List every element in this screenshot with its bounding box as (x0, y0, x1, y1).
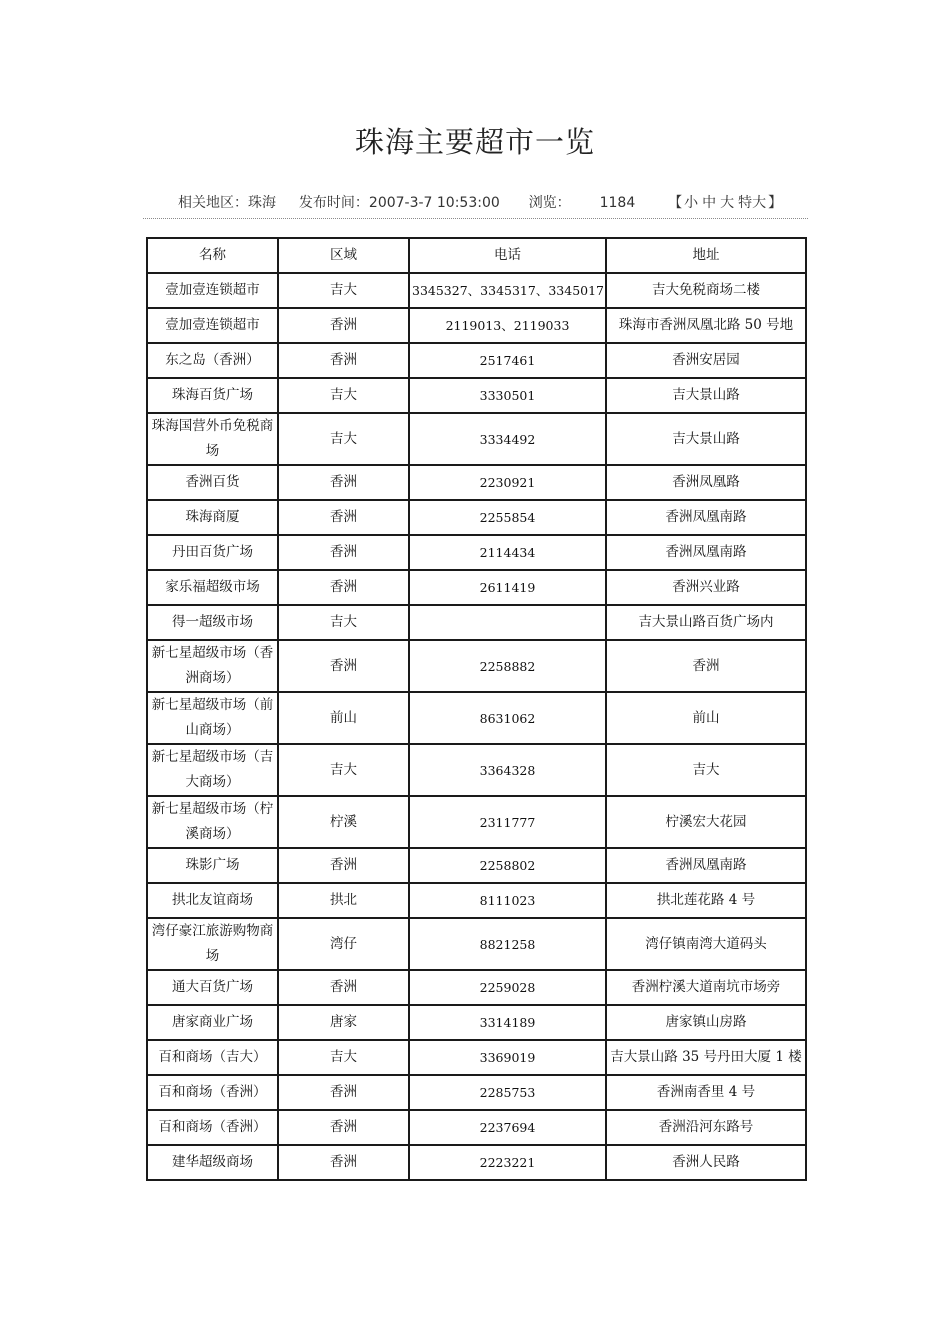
area-cell: 香洲 (278, 465, 409, 500)
font-size-bracket-close: 】 (768, 195, 783, 211)
area-cell: 香洲 (278, 343, 409, 378)
area-cell: 香洲 (278, 1075, 409, 1110)
page-title: 珠海主要超市一览 (354, 125, 595, 159)
address-cell: 香洲南香里 4 号 (606, 1075, 806, 1110)
table-body (147, 273, 806, 1180)
area-cell: 唐家 (278, 1005, 409, 1040)
table-row (147, 378, 806, 413)
store-name-cell: 新七星超级市场（柠溪商场） (147, 796, 278, 848)
font-size-bracket-open: 【 (668, 195, 683, 211)
store-name-cell: 通大百货广场 (147, 970, 278, 1005)
phone-cell: 8821258 (409, 918, 606, 970)
address-cell: 香洲 (606, 640, 806, 692)
phone-cell: 2258802 (409, 848, 606, 883)
phone-cell: 8631062 (409, 692, 606, 744)
table-row (147, 918, 806, 970)
phone-cell: 2611419 (409, 570, 606, 605)
store-name-cell: 珠海国营外币免税商场 (147, 413, 278, 465)
address-cell: 吉大景山路百货广场内 (606, 605, 806, 640)
phone-cell: 2258882 (409, 640, 606, 692)
table-row (147, 1005, 806, 1040)
store-name-cell: 得一超级市场 (147, 605, 278, 640)
store-name-cell: 湾仔豪江旅游购物商场 (147, 918, 278, 970)
address-cell: 香洲凤凰南路 (606, 500, 806, 535)
address-cell: 香洲凤凰南路 (606, 535, 806, 570)
address-cell: 吉大景山路 35 号丹田大厦 1 楼 (606, 1040, 806, 1075)
area-cell: 香洲 (278, 1110, 409, 1145)
font-size-large-link[interactable]: 大 (720, 195, 735, 211)
store-name-cell: 丹田百货广场 (147, 535, 278, 570)
table-row (147, 744, 806, 796)
font-size-medium-link[interactable]: 中 (702, 195, 717, 211)
area-cell: 香洲 (278, 535, 409, 570)
area-cell: 拱北 (278, 883, 409, 918)
font-size-switcher (668, 192, 782, 214)
font-size-xlarge-link[interactable]: 特大 (738, 195, 767, 211)
phone-cell: 3314189 (409, 1005, 606, 1040)
store-name-cell: 珠海百货广场 (147, 378, 278, 413)
table-row (147, 1040, 806, 1075)
store-name-cell: 家乐福超级市场 (147, 570, 278, 605)
store-name-cell: 唐家商业广场 (147, 1005, 278, 1040)
address-cell: 香洲凤凰南路 (606, 848, 806, 883)
store-name-cell: 新七星超级市场（前山商场） (147, 692, 278, 744)
phone-cell: 2259028 (409, 970, 606, 1005)
store-name-cell: 百和商场（香洲） (147, 1110, 278, 1145)
address-cell: 吉大景山路 (606, 413, 806, 465)
area-cell: 香洲 (278, 308, 409, 343)
address-cell: 珠海市香洲凤凰北路 50 号地 (606, 308, 806, 343)
address-cell: 香洲沿河东路号 (606, 1110, 806, 1145)
store-name-cell: 壹加壹连锁超市 (147, 308, 278, 343)
table-row (147, 1145, 806, 1180)
address-cell: 柠溪宏大花园 (606, 796, 806, 848)
store-name-cell: 拱北友谊商场 (147, 883, 278, 918)
address-cell: 吉大景山路 (606, 378, 806, 413)
table-row (147, 1110, 806, 1145)
area-cell: 吉大 (278, 273, 409, 308)
table-row (147, 273, 806, 308)
table-row (147, 640, 806, 692)
store-name-cell: 建华超级商场 (147, 1145, 278, 1180)
column-header-phone: 电话 (409, 238, 606, 273)
area-cell: 香洲 (278, 970, 409, 1005)
supermarket-table (146, 237, 807, 1181)
area-cell: 湾仔 (278, 918, 409, 970)
phone-cell: 3369019 (409, 1040, 606, 1075)
phone-cell: 3345327、3345317、3345017 (409, 273, 606, 308)
region-label: 相关地区： (178, 195, 248, 211)
table-row (147, 413, 806, 465)
store-name-cell: 东之岛（香洲） (147, 343, 278, 378)
store-name-cell: 新七星超级市场（吉大商场） (147, 744, 278, 796)
area-cell: 吉大 (278, 744, 409, 796)
store-name-cell: 百和商场（香洲） (147, 1075, 278, 1110)
table-row (147, 796, 806, 848)
table-row (147, 570, 806, 605)
publish-time-label: 发布时间： (298, 195, 369, 211)
area-cell: 柠溪 (278, 796, 409, 848)
column-header-name: 名称 (147, 238, 278, 273)
address-cell: 吉大 (606, 744, 806, 796)
font-size-small-link[interactable]: 小 (684, 195, 699, 211)
phone-cell: 3330501 (409, 378, 606, 413)
phone-cell: 2285753 (409, 1075, 606, 1110)
address-cell: 香洲安居园 (606, 343, 806, 378)
address-cell: 香洲柠溪大道南坑市场旁 (606, 970, 806, 1005)
table-row (147, 343, 806, 378)
phone-cell: 2237694 (409, 1110, 606, 1145)
store-name-cell: 新七星超级市场（香洲商场） (147, 640, 278, 692)
area-cell: 香洲 (278, 848, 409, 883)
area-cell: 香洲 (278, 570, 409, 605)
table-row (147, 970, 806, 1005)
column-header-address: 地址 (606, 238, 806, 273)
phone-cell: 2230921 (409, 465, 606, 500)
phone-cell: 2223221 (409, 1145, 606, 1180)
table-row (147, 535, 806, 570)
table-row (147, 883, 806, 918)
area-cell: 吉大 (278, 413, 409, 465)
table-row (147, 500, 806, 535)
views-count: 1184 (599, 195, 636, 211)
address-cell: 湾仔镇南湾大道码头 (606, 918, 806, 970)
area-cell: 香洲 (278, 1145, 409, 1180)
store-name-cell: 百和商场（吉大） (147, 1040, 278, 1075)
table-row (147, 848, 806, 883)
views-label: 浏览： (528, 195, 571, 211)
phone-cell: 2517461 (409, 343, 606, 378)
table-row (147, 1075, 806, 1110)
phone-cell (409, 605, 606, 640)
area-cell: 香洲 (278, 640, 409, 692)
area-cell: 香洲 (278, 500, 409, 535)
store-name-cell: 珠海商厦 (147, 500, 278, 535)
region-value: 珠海 (248, 195, 276, 211)
address-cell: 香洲凤凰路 (606, 465, 806, 500)
address-cell: 前山 (606, 692, 806, 744)
publish-time-value: 2007-3-7 10:53:00 (368, 195, 500, 211)
address-cell: 香洲兴业路 (606, 570, 806, 605)
table-row (147, 308, 806, 343)
table-row (147, 692, 806, 744)
table-header-row (147, 238, 806, 273)
area-cell: 吉大 (278, 378, 409, 413)
area-cell: 吉大 (278, 1040, 409, 1075)
store-name-cell: 壹加壹连锁超市 (147, 273, 278, 308)
phone-cell: 2311777 (409, 796, 606, 848)
phone-cell: 2255854 (409, 500, 606, 535)
area-cell: 前山 (278, 692, 409, 744)
phone-cell: 2114434 (409, 535, 606, 570)
dotted-divider (143, 218, 808, 219)
store-name-cell: 香洲百货 (147, 465, 278, 500)
phone-cell: 3334492 (409, 413, 606, 465)
address-cell: 唐家镇山房路 (606, 1005, 806, 1040)
column-header-area: 区域 (278, 238, 409, 273)
article-meta (178, 192, 782, 214)
area-cell: 吉大 (278, 605, 409, 640)
table-row (147, 465, 806, 500)
table-row (147, 605, 806, 640)
phone-cell: 8111023 (409, 883, 606, 918)
address-cell: 吉大免税商场二楼 (606, 273, 806, 308)
store-name-cell: 珠影广场 (147, 848, 278, 883)
address-cell: 拱北莲花路 4 号 (606, 883, 806, 918)
phone-cell: 3364328 (409, 744, 606, 796)
address-cell: 香洲人民路 (606, 1145, 806, 1180)
phone-cell: 2119013、2119033 (409, 308, 606, 343)
